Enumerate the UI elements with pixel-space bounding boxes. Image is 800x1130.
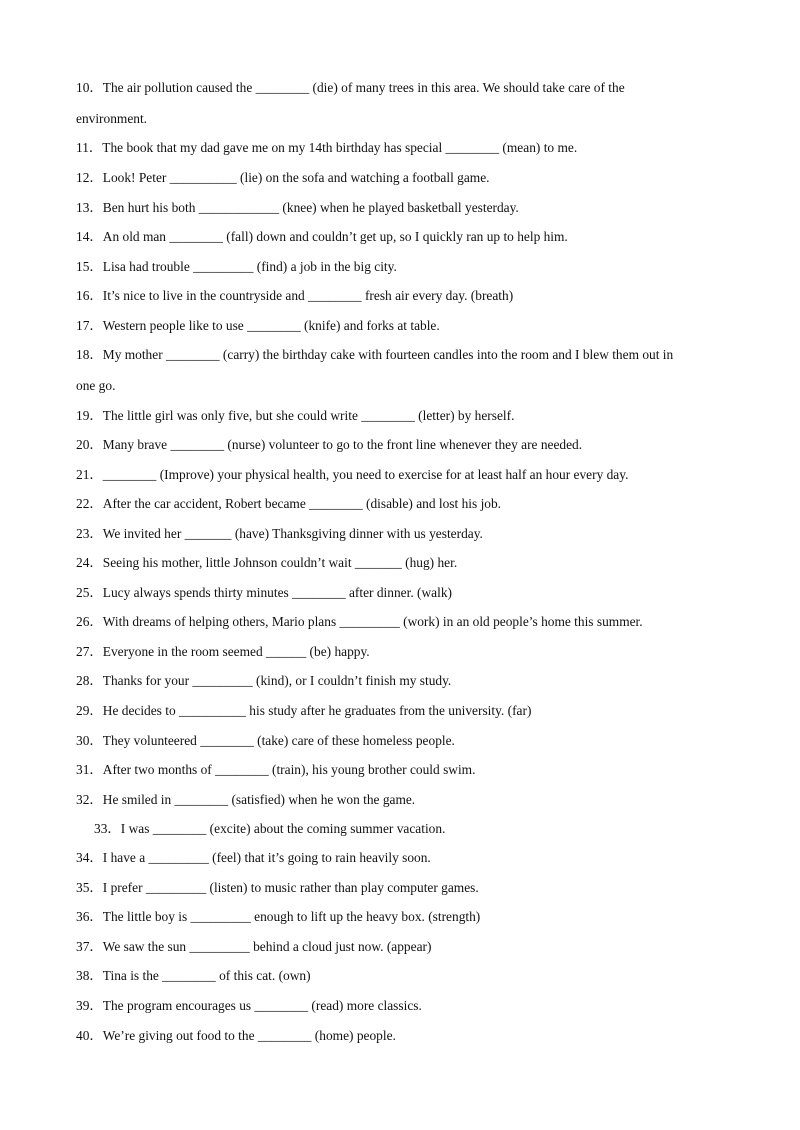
question-34: 34．I have a _________ (feel) that it’s going to rain heavily soon. (76, 850, 431, 865)
question-25: 25．Lucy always spends thirty minutes ________ after dinner. (walk) (76, 585, 452, 600)
question-18-continued: one go. (76, 378, 116, 393)
question-26: 26．With dreams of helping others, Mario plans _________ (work) in an old people’s home this summer. (76, 614, 643, 629)
question-23: 23．We invited her _______ (have) Thanksgiving dinner with us yesterday. (76, 526, 483, 541)
question-27: 27．Everyone in the room seemed ______ (be) happy. (76, 644, 370, 659)
question-10: 10．The air pollution caused the ________ (die) of many trees in this area. We should take care of the (76, 80, 625, 95)
question-31: 31．After two months of ________ (train), his young brother could swim. (76, 762, 476, 777)
question-10-continued: environment. (76, 111, 148, 126)
question-33: 33．I was ________ (excite) about the coming summer vacation. (94, 821, 446, 836)
question-28: 28．Thanks for your _________ (kind), or I couldn’t finish my study. (76, 673, 452, 688)
question-11: 11．The book that my dad gave me on my 14th birthday has special ________ (mean) to me. (76, 140, 578, 155)
question-29: 29．He decides to __________ his study after he graduates from the university. (far) (76, 703, 532, 718)
question-35: 35．I prefer _________ (listen) to music rather than play computer games. (76, 880, 479, 895)
question-30: 30．They volunteered ________ (take) care of these homeless people. (76, 733, 455, 748)
question-14: 14．An old man ________ (fall) down and couldn’t get up, so I quickly ran up to help him. (76, 229, 568, 244)
question-17: 17．Western people like to use ________ (knife) and forks at table. (76, 318, 440, 333)
question-15: 15．Lisa had trouble _________ (find) a job in the big city. (76, 259, 397, 274)
question-13: 13．Ben hurt his both ____________ (knee) when he played basketball yesterday. (76, 200, 519, 215)
question-37: 37．We saw the sun _________ behind a cloud just now. (appear) (76, 939, 432, 954)
question-39: 39．The program encourages us ________ (read) more classics. (76, 998, 422, 1013)
question-38: 38．Tina is the ________ of this cat. (own) (76, 968, 311, 983)
question-22: 22．After the car accident, Robert became ________ (disable) and lost his job. (76, 496, 502, 511)
question-24: 24．Seeing his mother, little Johnson couldn’t wait _______ (hug) her. (76, 555, 458, 570)
question-16: 16．It’s nice to live in the countryside and ________ fresh air every day. (breath) (76, 288, 514, 303)
question-18: 18．My mother ________ (carry) the birthday cake with fourteen candles into the room and I blew them out in (76, 347, 674, 362)
question-32: 32．He smiled in ________ (satisfied) when he won the game. (76, 792, 416, 807)
question-36: 36．The little boy is _________ enough to lift up the heavy box. (strength) (76, 909, 481, 924)
question-40: 40．We’re giving out food to the ________ (home) people. (76, 1028, 396, 1043)
question-20: 20．Many brave ________ (nurse) volunteer to go to the front line whenever they are needed. (76, 437, 583, 452)
question-21: 21．________ (Improve) your physical health, you need to exercise for at least half an hour every day. (76, 467, 629, 482)
question-19: 19．The little girl was only five, but she could write ________ (letter) by herself. (76, 408, 515, 423)
question-12: 12．Look! Peter __________ (lie) on the sofa and watching a football game. (76, 170, 490, 185)
